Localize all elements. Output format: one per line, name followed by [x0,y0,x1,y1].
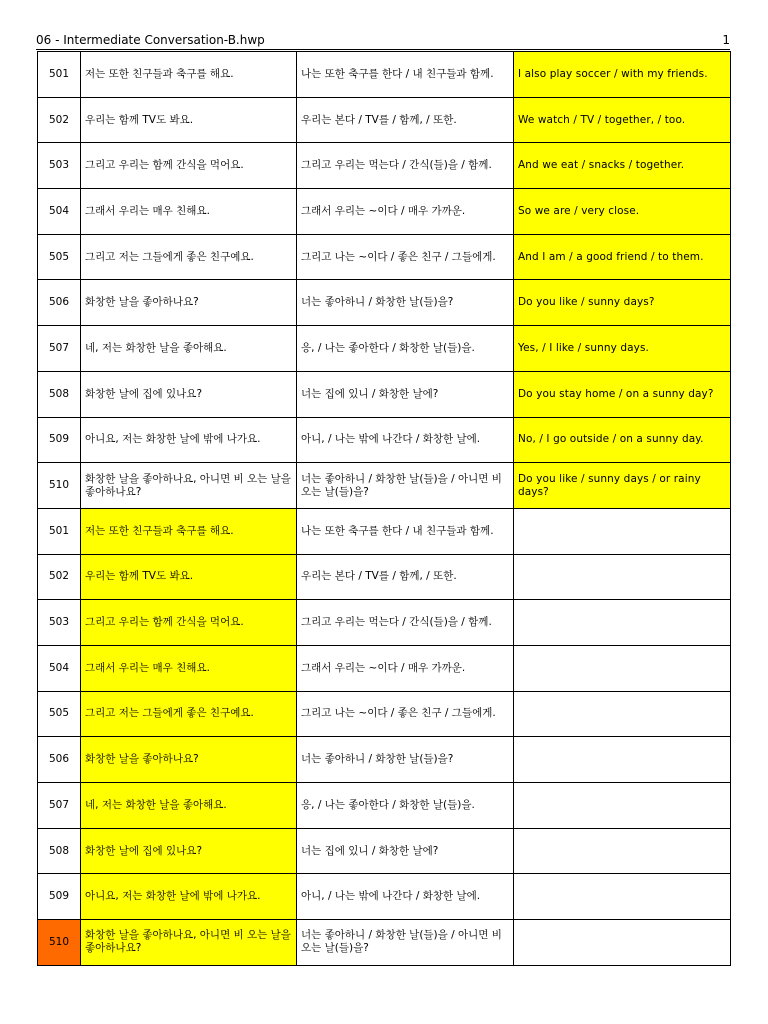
english-answer-blank [514,508,731,554]
chunk-translation: 그래서 우리는 ~이다 / 매우 가까운. [297,189,514,235]
chunk-translation: 그리고 나는 ~이다 / 좋은 친구 / 그들에게. [297,691,514,737]
korean-sentence: 화창한 날에 집에 있나요? [81,828,297,874]
korean-sentence: 그래서 우리는 매우 친해요. [81,189,297,235]
table-row [38,417,731,463]
table-row [38,189,731,235]
english-answer-blank [514,645,731,691]
row-number: 502 [38,554,81,600]
row-number: 506 [38,737,81,783]
table-row [38,508,731,554]
chunk-translation: 너는 좋아하니 / 화창한 날(들)을 / 아니면 비 오는 날(들)을? [297,463,514,509]
english-answer-blank [514,783,731,829]
table-row [38,234,731,280]
chunk-translation: 응, / 나는 좋아한다 / 화창한 날(들)을. [297,326,514,372]
korean-sentence: 네, 저는 화창한 날을 좋아해요. [81,326,297,372]
table-row [38,326,731,372]
chunk-translation: 응, / 나는 좋아한다 / 화창한 날(들)을. [297,783,514,829]
english-sentence: Do you stay home / on a sunny day? [514,371,731,417]
table-row [38,828,731,874]
korean-sentence: 화창한 날을 좋아하나요, 아니면 비 오는 날을 좋아하나요? [81,463,297,509]
chunk-translation: 그리고 우리는 먹는다 / 간식(들)을 / 함께. [297,600,514,646]
table-row [38,52,731,98]
korean-sentence: 네, 저는 화창한 날을 좋아해요. [81,783,297,829]
table-row [38,874,731,920]
conversation-table [37,51,731,966]
korean-sentence: 화창한 날을 좋아하나요? [81,737,297,783]
table-row [38,737,731,783]
english-sentence: Yes, / I like / sunny days. [514,326,731,372]
english-answer-blank [514,600,731,646]
table-row [38,691,731,737]
row-number: 502 [38,97,81,143]
english-answer-blank [514,691,731,737]
table-row [38,371,731,417]
table-row [38,97,731,143]
english-sentence: No, / I go outside / on a sunny day. [514,417,731,463]
korean-sentence: 우리는 함께 TV도 봐요. [81,554,297,600]
korean-sentence: 저는 또한 친구들과 축구를 해요. [81,52,297,98]
korean-sentence: 그리고 우리는 함께 간식을 먹어요. [81,143,297,189]
english-answer-blank [514,737,731,783]
english-sentence: We watch / TV / together, / too. [514,97,731,143]
chunk-translation: 그리고 우리는 먹는다 / 간식(들)을 / 함께. [297,143,514,189]
chunk-translation: 너는 좋아하니 / 화창한 날(들)을? [297,280,514,326]
korean-sentence: 저는 또한 친구들과 축구를 해요. [81,508,297,554]
chunk-translation: 너는 좋아하니 / 화창한 날(들)을? [297,737,514,783]
korean-sentence: 화창한 날을 좋아하나요, 아니면 비 오는 날을 좋아하나요? [81,920,297,966]
chunk-translation: 너는 집에 있니 / 화창한 날에? [297,371,514,417]
korean-sentence: 그리고 저는 그들에게 좋은 친구예요. [81,691,297,737]
chunk-translation: 아니, / 나는 밖에 나간다 / 화창한 날에. [297,874,514,920]
row-number: 506 [38,280,81,326]
chunk-translation: 우리는 본다 / TV를 / 함께, / 또한. [297,554,514,600]
chunk-translation: 아니, / 나는 밖에 나간다 / 화창한 날에. [297,417,514,463]
row-number: 505 [38,234,81,280]
english-sentence: So we are / very close. [514,189,731,235]
english-sentence: And we eat / snacks / together. [514,143,731,189]
english-sentence: And I am / a good friend / to them. [514,234,731,280]
korean-sentence: 화창한 날을 좋아하나요? [81,280,297,326]
document-title: 06 - Intermediate Conversation-B.hwp [36,33,265,47]
korean-sentence: 아니요, 저는 화창한 날에 밖에 나가요. [81,874,297,920]
table-row [38,280,731,326]
korean-sentence: 그리고 우리는 함께 간식을 먹어요. [81,600,297,646]
row-number: 509 [38,874,81,920]
row-number: 504 [38,189,81,235]
korean-sentence: 화창한 날에 집에 있나요? [81,371,297,417]
table-row [38,143,731,189]
english-answer-blank [514,828,731,874]
table-row [38,783,731,829]
english-sentence: I also play soccer / with my friends. [514,52,731,98]
row-number: 503 [38,600,81,646]
english-answer-blank [514,920,731,966]
table-row [38,463,731,509]
chunk-translation: 그리고 나는 ~이다 / 좋은 친구 / 그들에게. [297,234,514,280]
chunk-translation: 나는 또한 축구를 한다 / 내 친구들과 함께. [297,52,514,98]
page-number: 1 [722,33,730,47]
english-answer-blank [514,874,731,920]
chunk-translation: 그래서 우리는 ~이다 / 매우 가까운. [297,645,514,691]
table-row [38,554,731,600]
table-row [38,645,731,691]
row-number: 507 [38,783,81,829]
korean-sentence: 아니요, 저는 화창한 날에 밖에 나가요. [81,417,297,463]
row-number-marked: 510 [38,920,81,966]
korean-sentence: 그리고 저는 그들에게 좋은 친구예요. [81,234,297,280]
english-sentence: Do you like / sunny days? [514,280,731,326]
row-number: 507 [38,326,81,372]
header-divider [36,49,730,50]
table-row [38,920,731,966]
korean-sentence: 그래서 우리는 매우 친해요. [81,645,297,691]
table-row [38,600,731,646]
row-number: 505 [38,691,81,737]
chunk-translation: 나는 또한 축구를 한다 / 내 친구들과 함께. [297,508,514,554]
chunk-translation: 너는 좋아하니 / 화창한 날(들)을 / 아니면 비 오는 날(들)을? [297,920,514,966]
row-number: 510 [38,463,81,509]
english-answer-blank [514,554,731,600]
row-number: 508 [38,371,81,417]
row-number: 504 [38,645,81,691]
chunk-translation: 우리는 본다 / TV를 / 함께, / 또한. [297,97,514,143]
english-sentence: Do you like / sunny days / or rainy days? [514,463,731,509]
chunk-translation: 너는 집에 있니 / 화창한 날에? [297,828,514,874]
row-number: 501 [38,508,81,554]
page-header [36,30,730,50]
row-number: 508 [38,828,81,874]
korean-sentence: 우리는 함께 TV도 봐요. [81,97,297,143]
row-number: 503 [38,143,81,189]
row-number: 501 [38,52,81,98]
row-number: 509 [38,417,81,463]
